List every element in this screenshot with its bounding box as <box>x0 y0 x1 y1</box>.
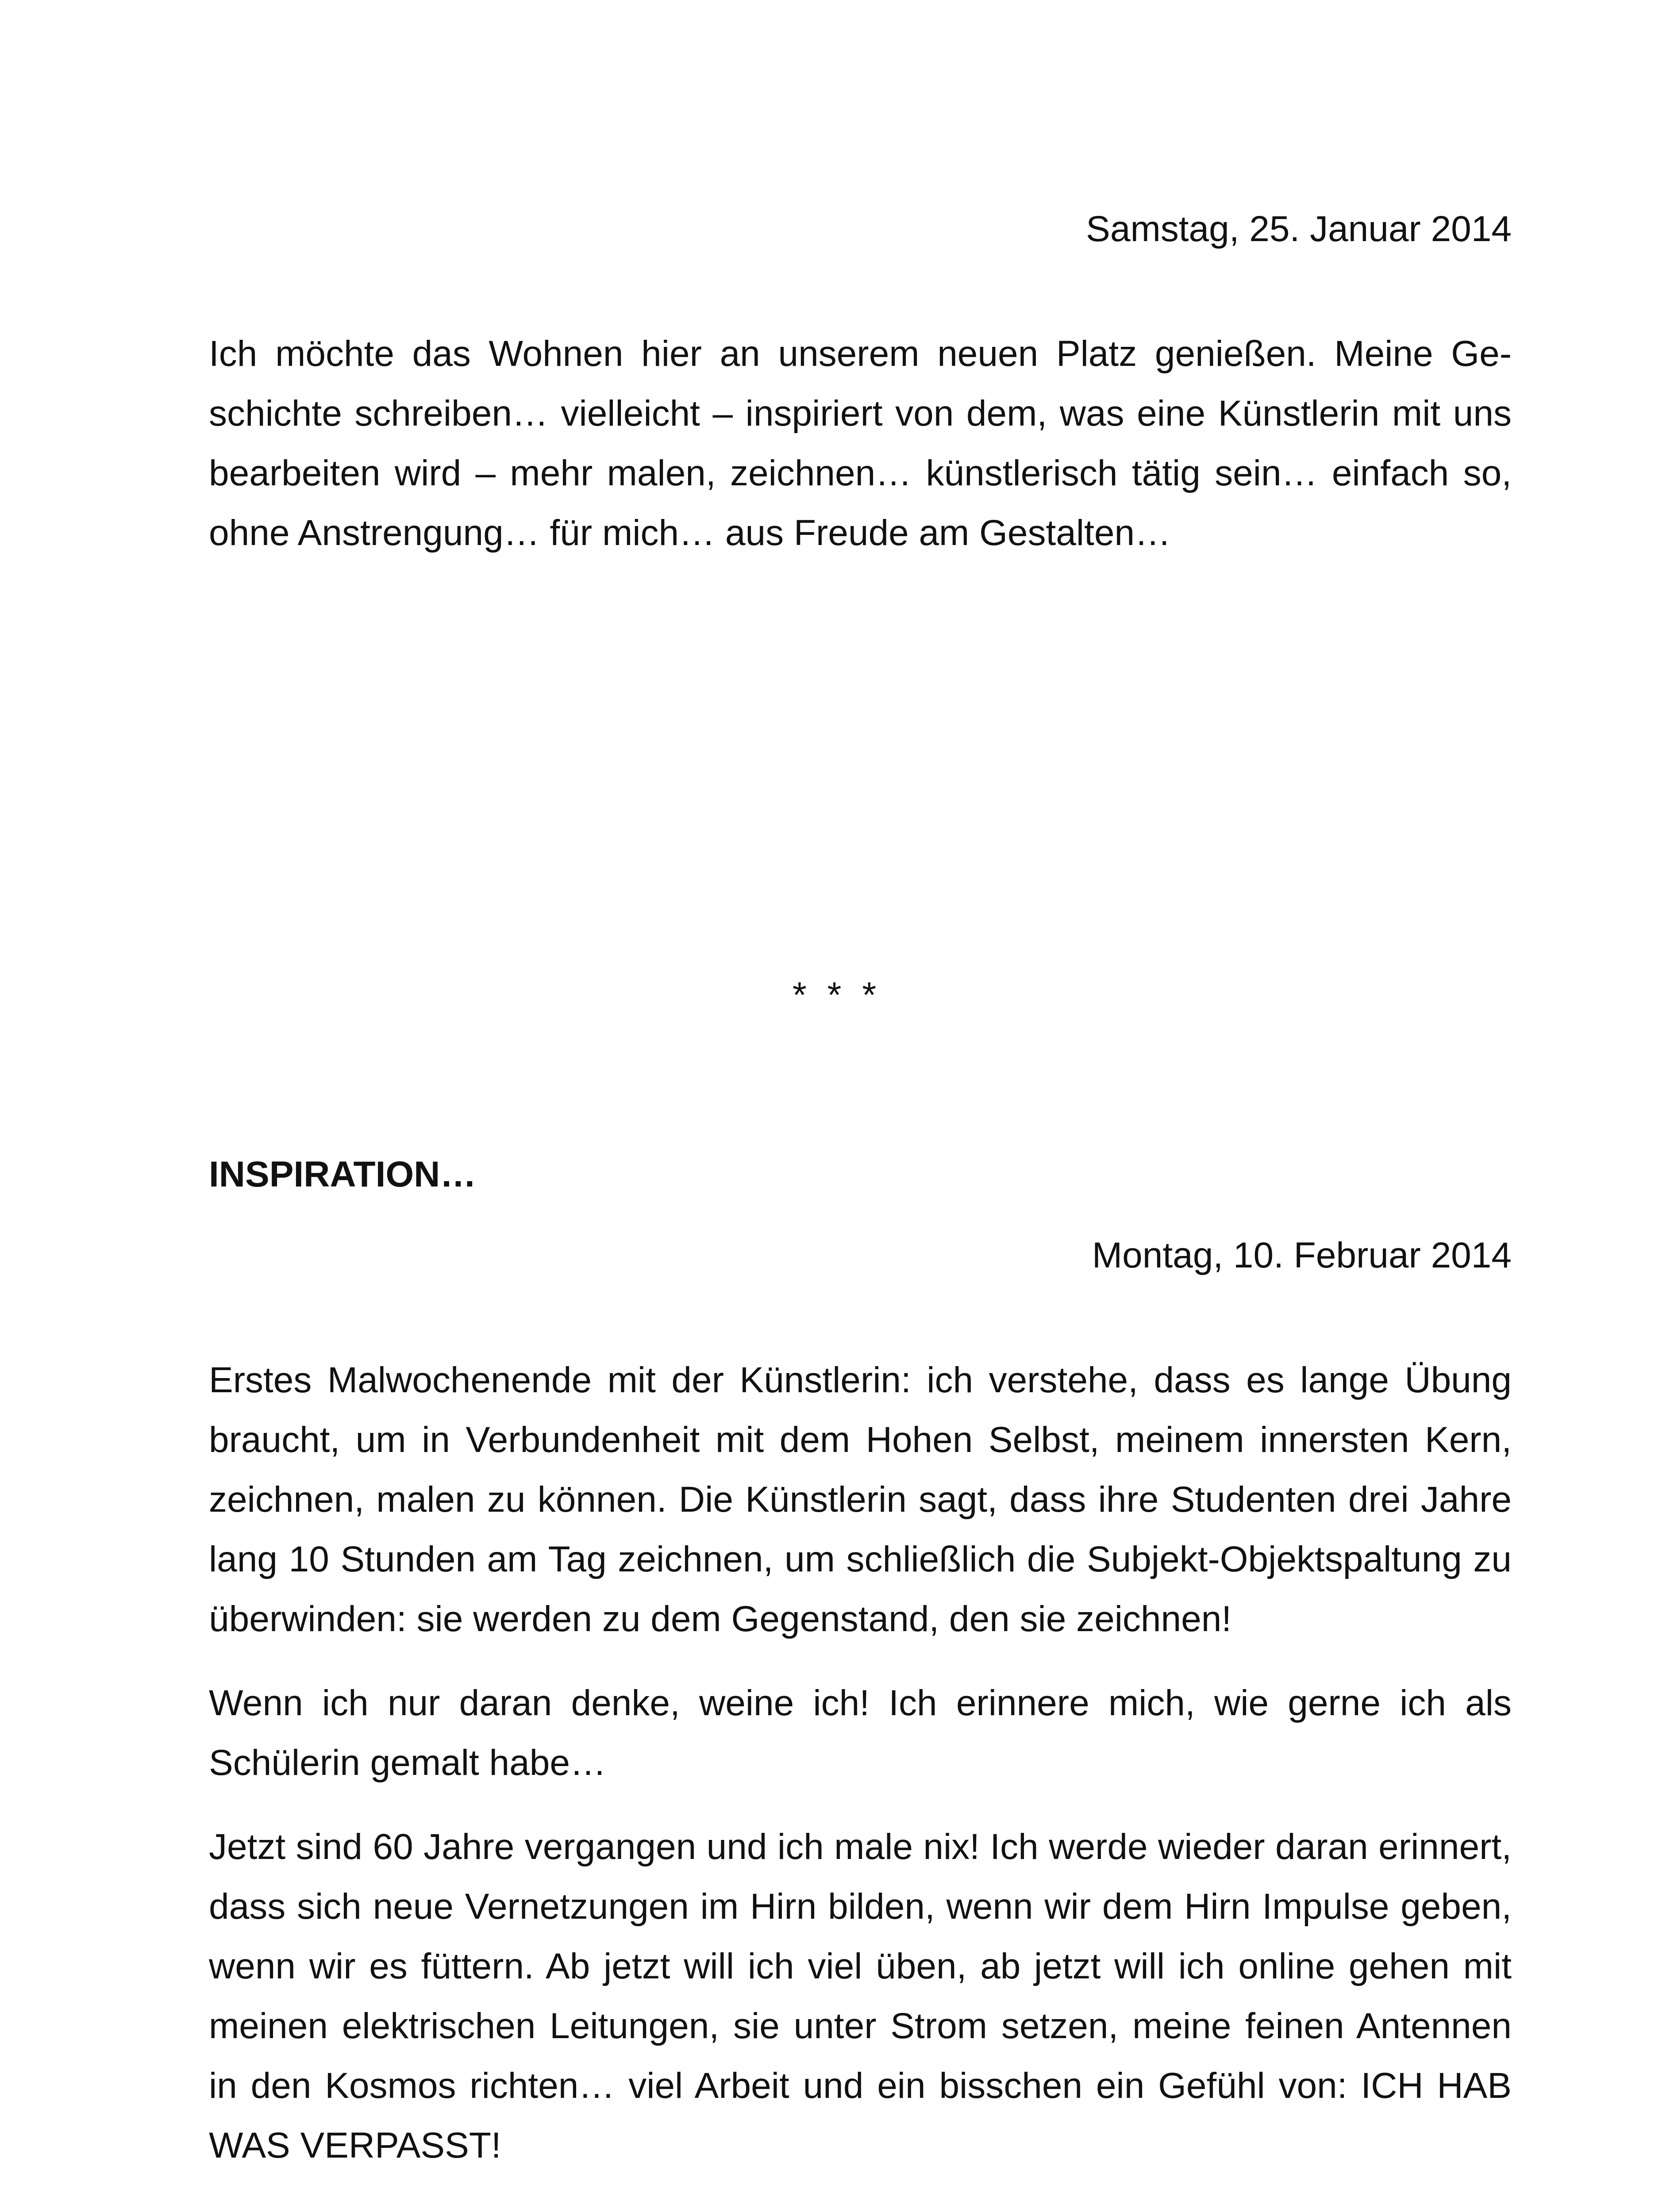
entry-paragraph: Wenn ich nur daran denke, weine ich! Ich erinnere mich, wie gerne ich als Schülerin gemalt habe… <box>209 1683 1512 1783</box>
entry-paragraph: Jetzt sind 60 Jahre vergangen und ich male nix! Ich werde wieder daran erinnert, dass sich neue Vernetzungen im Hirn bilden, wenn wir dem Hirn Impulse geben, wenn wir es füttern. Ab jetzt will ich viel üben, ab jetzt will ich online gehen mit meinen elektrischen Leitungen, sie unter Strom setzen, meine feinen Antennen in den Kosmos richten… viel Arbeit und ein bisschen ein Gefühl von: ICH HAB WAS VERPASST! <box>209 1827 1512 2166</box>
section-separator: * * * <box>792 975 882 1015</box>
entry-paragraph: Ich möchte das Wohnen hier an unserem neuen Platz genießen. Meine Geschichte schreiben… vielleicht – inspiriert von dem, was eine Künstlerin mit uns bearbeiten wird – mehr malen, zeichnen… künstlerisch tätig sein… einfach so, ohne Anstrengung… für mich… aus Freude am Gestalten… <box>209 334 1512 553</box>
entry-date: Montag, 10. Februar 2014 <box>1092 1235 1512 1275</box>
section-heading: INSPIRATION… <box>209 1154 477 1194</box>
entry-paragraph: Erstes Malwochenende mit der Künstlerin: ich verstehe, dass es lange Übung braucht, um in Verbundenheit mit dem Hohen Selbst, meinem innersten Kern, zeichnen, malen zu können. Die Künstlerin sagt, dass ihre Studenten drei Jahre lang 10 Stunden am Tag zeichnen, um schließlich die Subjekt-Objektspaltung zu überwinden: sie werden zu dem Gegenstand, den sie zeichnen! <box>209 1360 1512 1639</box>
entry-date: Samstag, 25. Januar 2014 <box>1086 209 1512 249</box>
